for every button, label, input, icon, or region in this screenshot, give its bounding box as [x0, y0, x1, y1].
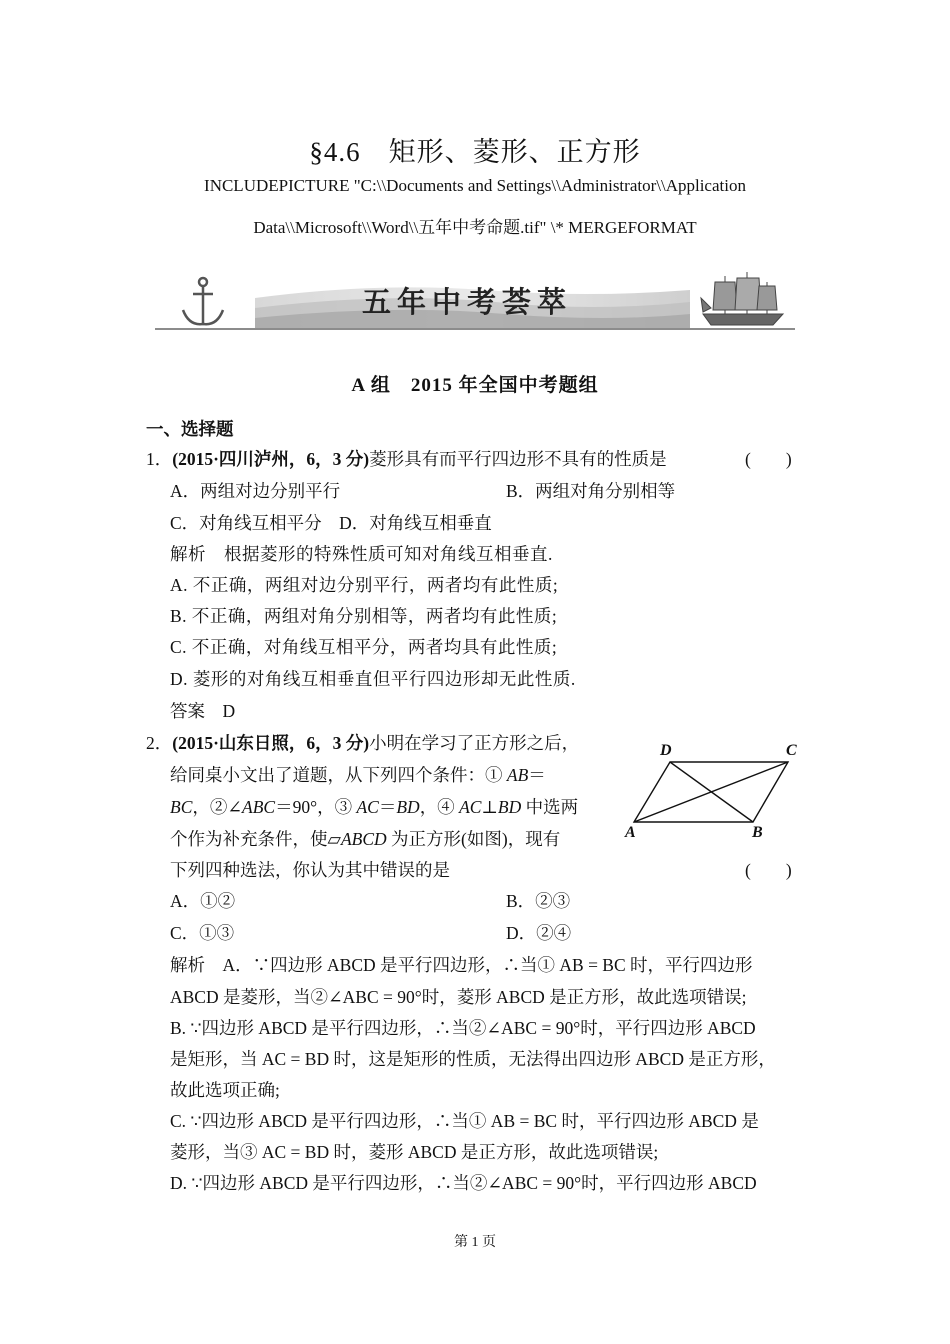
diagonal-bd [670, 762, 753, 822]
page-title: §4.6 矩形、菱形、正方形 [309, 137, 641, 167]
group-heading: A 组 2015 年全国中考题组 [351, 375, 599, 396]
question-source: (2015·四川泸州，6，3 分) [172, 449, 370, 469]
option-cd: C．对角线互相平分 D．对角线互相垂直 [170, 513, 492, 533]
text: ＝90°，③ [275, 797, 357, 817]
text: 为正方形(如图)，现有 [386, 829, 561, 849]
analysis-c: C. 不正确，对角线互相平分，两者均具有此性质; [170, 637, 558, 657]
include-field-line-1: INCLUDEPICTURE "C:\\Documents and Settings\\Administrator\\Application [204, 176, 746, 195]
parallelogram-figure [620, 738, 810, 848]
question-number: 2． [146, 733, 173, 753]
analysis-line-3: B. ∵四边形 ABCD 是平行四边形，∴当②∠ABC = 90°时，平行四边形 ABCD [170, 1018, 756, 1038]
text-italic: ABC [242, 797, 276, 817]
text: ，②∠ [192, 797, 243, 817]
analysis-line-8: D. ∵四边形 ABCD 是平行四边形，∴当②∠ABC = 90°时，平行四边形 ABCD [170, 1173, 757, 1193]
question-2-line-3 [170, 792, 578, 823]
question-2-line-4 [170, 824, 560, 855]
question-1 [146, 444, 667, 475]
question-2-line-2 [170, 760, 546, 791]
text: ＝ [378, 797, 397, 817]
analysis-line-2: ABCD 是菱形，当②∠ABC = 90°时，菱形 ABCD 是正方形，故此选项错误; [170, 987, 747, 1007]
label-b: B [752, 824, 763, 841]
option-d: D．②④ [506, 923, 572, 943]
analysis-label: 解析 [170, 544, 206, 564]
include-field-line-2: Data\\Microsoft\\Word\\五年中考命题.tif" \* MERGEFORMAT [253, 218, 697, 237]
anchor-icon [183, 278, 223, 324]
answer-paren: ( ) [745, 860, 792, 880]
analysis-d: D. 菱形的对角线互相垂直但平行四边形却无此性质. [170, 669, 576, 689]
analysis [170, 539, 553, 570]
text-italic: AC [356, 797, 379, 817]
analysis-line-5: 故此选项正确; [170, 1080, 280, 1100]
question-source: (2015·山东日照，6，3 分) [172, 733, 370, 753]
analysis-text: 根据菱形的特殊性质可知对角线互相垂直. [224, 544, 553, 564]
text-italic: AB [506, 765, 529, 785]
analysis-line-1 [170, 950, 753, 981]
label-a: A [625, 824, 636, 841]
text: 个作为补充条件，使▱ [170, 829, 341, 849]
banner-title: 五年中考荟萃 [362, 285, 573, 319]
label-c: C [786, 742, 797, 759]
question-2 [146, 728, 579, 759]
analysis-label: 解析 [170, 955, 205, 975]
analysis-a: A. 不正确，两组对边分别平行，两者均有此性质; [170, 575, 559, 595]
question-2-line-5: 下列四种选法，你认为其中错误的是 [170, 860, 450, 880]
option-a: A．两组对边分别平行 [170, 481, 341, 501]
ship-icon [701, 272, 783, 325]
analysis-line-4: 是矩形，当 AC = BD 时，这是矩形的性质，无法得出四边形 ABCD 是正方形， [170, 1049, 776, 1069]
text: 给同桌小文出了道题，从下列四个条件：① [170, 765, 507, 785]
option-b: B．②③ [506, 891, 571, 911]
text-italic: ABCD [340, 829, 387, 849]
answer-value: D [222, 701, 236, 721]
question-stem: 菱形具有而平行四边形不具有的性质是 [369, 449, 667, 469]
text: ，④ [419, 797, 460, 817]
answer-label: 答案 [170, 701, 205, 721]
text: ＝ [528, 765, 546, 785]
analysis-text: A．∵四边形 ABCD 是平行四边形，∴当① AB = BC 时，平行四边形 [222, 955, 753, 975]
analysis-line-7: 菱形，当③ AC = BD 时，菱形 ABCD 是正方形，故此选项错误; [170, 1142, 659, 1162]
question-number: 1． [146, 449, 173, 469]
page-footer: 第 1 页 [454, 1235, 496, 1250]
section-banner [155, 268, 795, 334]
text: 中选两 [521, 797, 579, 817]
analysis-b: B. 不正确，两组对角分别相等，两者均有此性质; [170, 606, 558, 626]
section-heading: 一、选择题 [146, 419, 234, 439]
label-d: D [660, 742, 672, 759]
analysis-line-6: C. ∵四边形 ABCD 是平行四边形，∴当① AB = BC 时，平行四边形 ABCD 是 [170, 1111, 759, 1131]
text-italic: BD [497, 797, 522, 817]
option-c: C．①③ [170, 923, 235, 943]
option-a: A．①② [170, 891, 236, 911]
text-italic: BD [396, 797, 420, 817]
text-italic: BC [170, 797, 193, 817]
text: ⊥ [481, 797, 498, 817]
answer [170, 696, 235, 727]
answer-paren: ( ) [745, 449, 792, 469]
text-italic: AC [459, 797, 482, 817]
option-b: B．两组对角分别相等 [506, 481, 676, 501]
question-stem: 小明在学习了正方形之后， [369, 733, 580, 753]
